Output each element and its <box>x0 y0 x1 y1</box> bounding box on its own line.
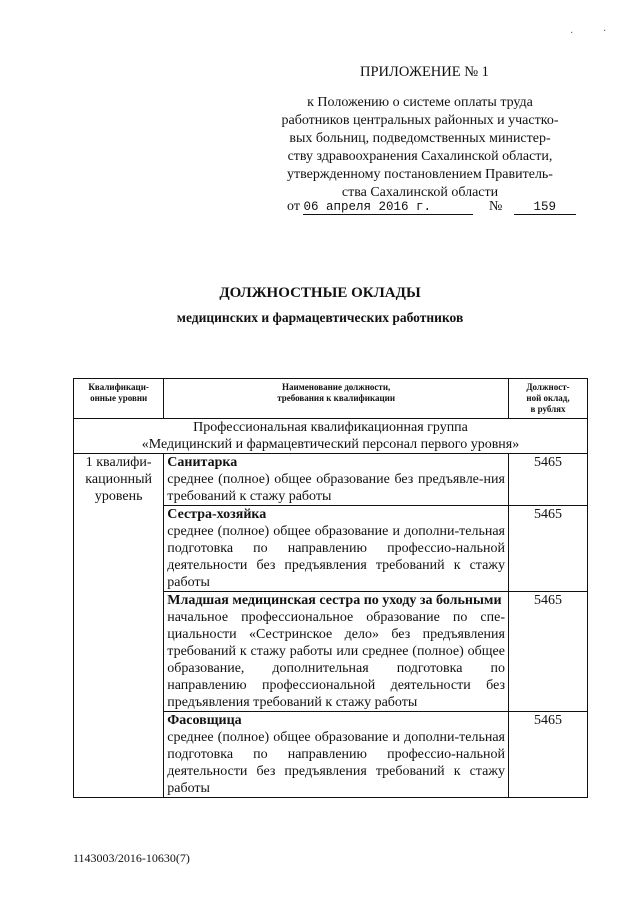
document-code: 1143003/2016-10630(7) <box>73 851 190 865</box>
salary-value: 5465 <box>508 712 587 798</box>
order-number: 159 <box>514 200 576 215</box>
appendix-line: к Положению о системе оплаты труда <box>307 95 533 110</box>
position-title: Фасовщица <box>167 713 242 728</box>
header-levels: Квалификаци- онные уровни <box>74 379 164 419</box>
table-row <box>74 454 588 506</box>
salary-value: 5465 <box>508 592 587 712</box>
header-salary: Должност- ной оклад, в рублях <box>508 379 587 419</box>
position-cell <box>164 592 509 712</box>
position-requirements: среднее (полное) общее образование без предъявле-ния требований к стажу работы <box>167 472 505 504</box>
order-reference <box>287 199 576 215</box>
document-subtitle: медицинских и фармацевтических работников <box>176 310 464 325</box>
number-label: № <box>488 199 503 214</box>
appendix-reference <box>270 94 570 202</box>
position-requirements: среднее (полное) общее образование и дополни-тельная подготовка по направлению профессио-нальной деятельности без предъявления требований к стажу работы <box>167 730 505 796</box>
order-date: 06 апреля 2016 г. <box>303 200 473 215</box>
appendix-line: работников центральных районных и участко- <box>281 113 559 128</box>
position-requirements: начальное профессиональное образование по спе-циальности «Сестринское дело» без предъявления требований к стажу работы или среднее (полное) общее образование, дополнительная подготовка по направлению профессиональной деятельности без предъявления требований к стажу работы <box>167 610 505 710</box>
position-cell <box>164 454 509 506</box>
salary-value: 5465 <box>508 506 587 592</box>
position-cell <box>164 712 509 798</box>
group-row <box>74 419 588 454</box>
appendix-line: вых больниц, подведомственных министер- <box>289 131 551 146</box>
qualification-level: 1 квалифи- кационный уровень <box>74 454 164 798</box>
appendix-title: ПРИЛОЖЕНИЕ № 1 <box>360 64 489 80</box>
table-header-row <box>74 379 588 419</box>
position-requirements: среднее (полное) общее образование и дополни-тельная подготовка по направлению профессио-нальной деятельности без предъявления требований к стажу работы <box>167 524 505 590</box>
appendix-line: утвержденному постановлением Правитель- <box>287 167 553 182</box>
salary-table <box>73 378 588 798</box>
appendix-line: ству здравоохранения Сахалинской области, <box>287 149 553 164</box>
position-title: Младшая медицинская сестра по уходу за больными <box>167 593 502 608</box>
scan-mark: · <box>603 26 607 37</box>
scan-mark: · <box>570 28 574 39</box>
position-title: Сестра-хозяйка <box>167 507 267 522</box>
position-title: Санитарка <box>167 455 238 470</box>
header-position: Наименование должности, требования к квалификации <box>164 379 509 419</box>
qualification-group: Профессиональная квалификационная группа «Медицинский и фармацевтический персонал первого уровня» <box>74 419 588 454</box>
document-title: ДОЛЖНОСТНЫЕ ОКЛАДЫ <box>219 285 421 301</box>
date-label: от <box>287 199 300 214</box>
appendix-line: ства Сахалинской области <box>341 185 499 200</box>
position-cell <box>164 506 509 592</box>
salary-value: 5465 <box>508 454 587 506</box>
